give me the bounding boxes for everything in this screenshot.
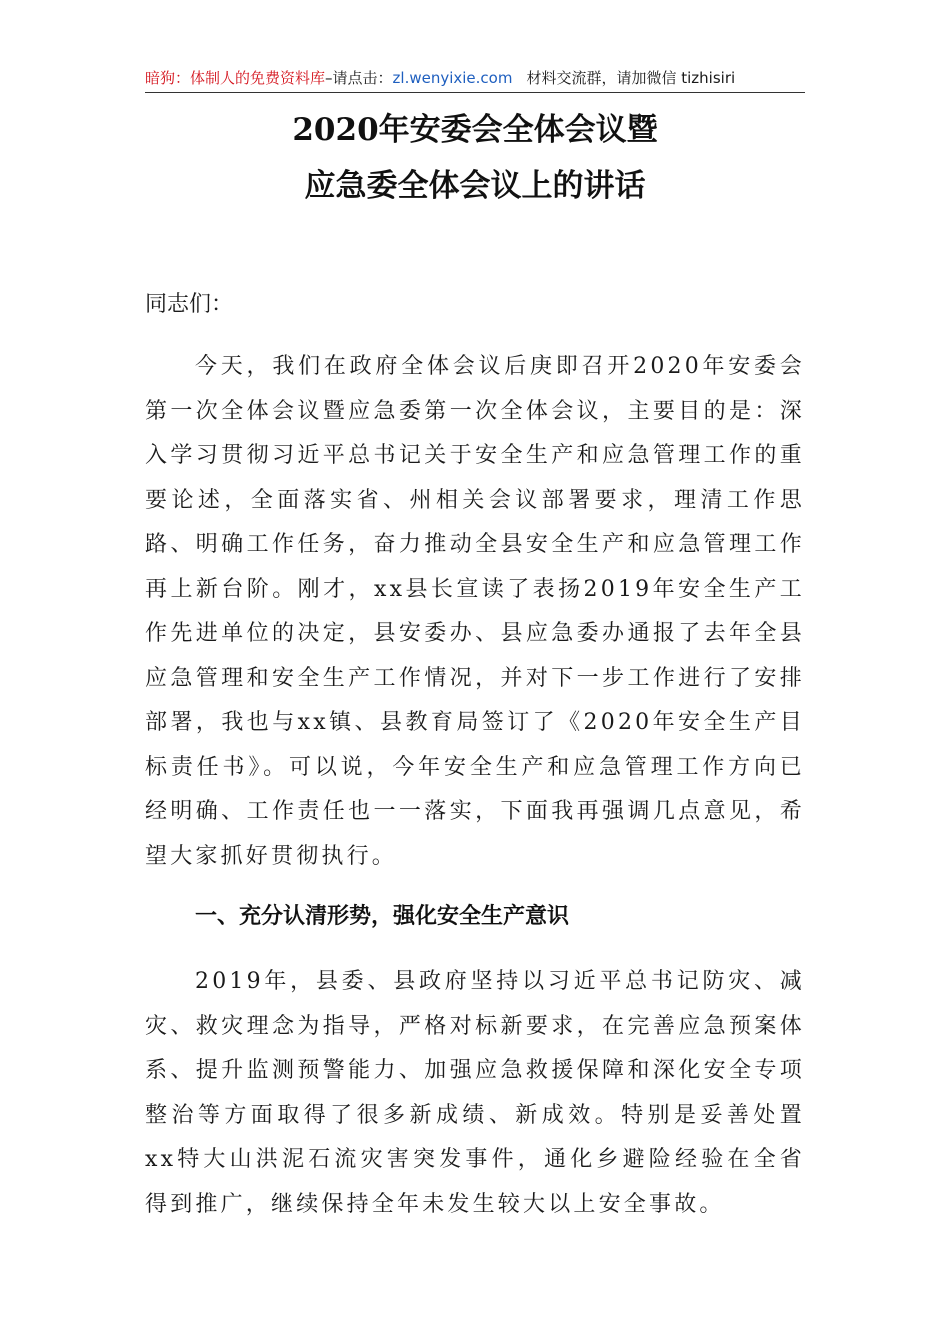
header-url-link[interactable]: zl.wenyixie.com [392, 69, 513, 87]
body-paragraph-1: 今天，我们在政府全体会议后庚即召开2020年安委会第一次全体会议暨应急委第一次全体会议，主要目的是：深入学习贯彻习近平总书记关于安全生产和应急管理工作的重要论述，全面落实省、州相关会议部署要求，理清工作思路、明确工作任务，奋力推动全县安全生产和应急管理工作再上新台阶。刚才，xx县长宣读了表扬2019年安全生产工作先进单位的决定，县安委办、县应急委办通报了去年全县应急管理和安全生产工作情况，并对下一步工作进行了安排部署，我也与xx镇、县教育局签订了《2020年安全生产目标责任书》。可以说，今年安全生产和应急管理工作方向已经明确、工作责任也一一落实，下面我再强调几点意见，希望大家抓好贯彻执行。 [145, 354, 805, 869]
document-title-line-1: 2020年安委会全体会议暨 [292, 112, 658, 148]
document-title-line-2: 应急委全体会议上的讲话 [304, 168, 646, 204]
salutation: 同志们： [145, 292, 234, 317]
header-wechat-note: 材料交流群，请加微信 tizhisiri [526, 69, 736, 87]
header-site-name: 暗狗：体制人的免费资料库 [145, 69, 326, 87]
page-header [145, 66, 805, 93]
body-paragraph-2: 2019年，县委、县政府坚持以习近平总书记防灾、减灾、救灾理念为指导，严格对标新要求，在完善应急预案体系、提升监测预警能力、加强应急救援保障和深化安全专项整治等方面取得了很多新成绩、新成效。特别是妥善处置xx特大山洪泥石流灾害突发事件，通化乡避险经验在全省得到推广，继续保持全年未发生较大以上安全事故。 [145, 969, 805, 1217]
header-click-label: –请点击： [325, 69, 393, 87]
section-heading-1: 一、充分认清形势，强化安全生产意识 [195, 904, 570, 929]
